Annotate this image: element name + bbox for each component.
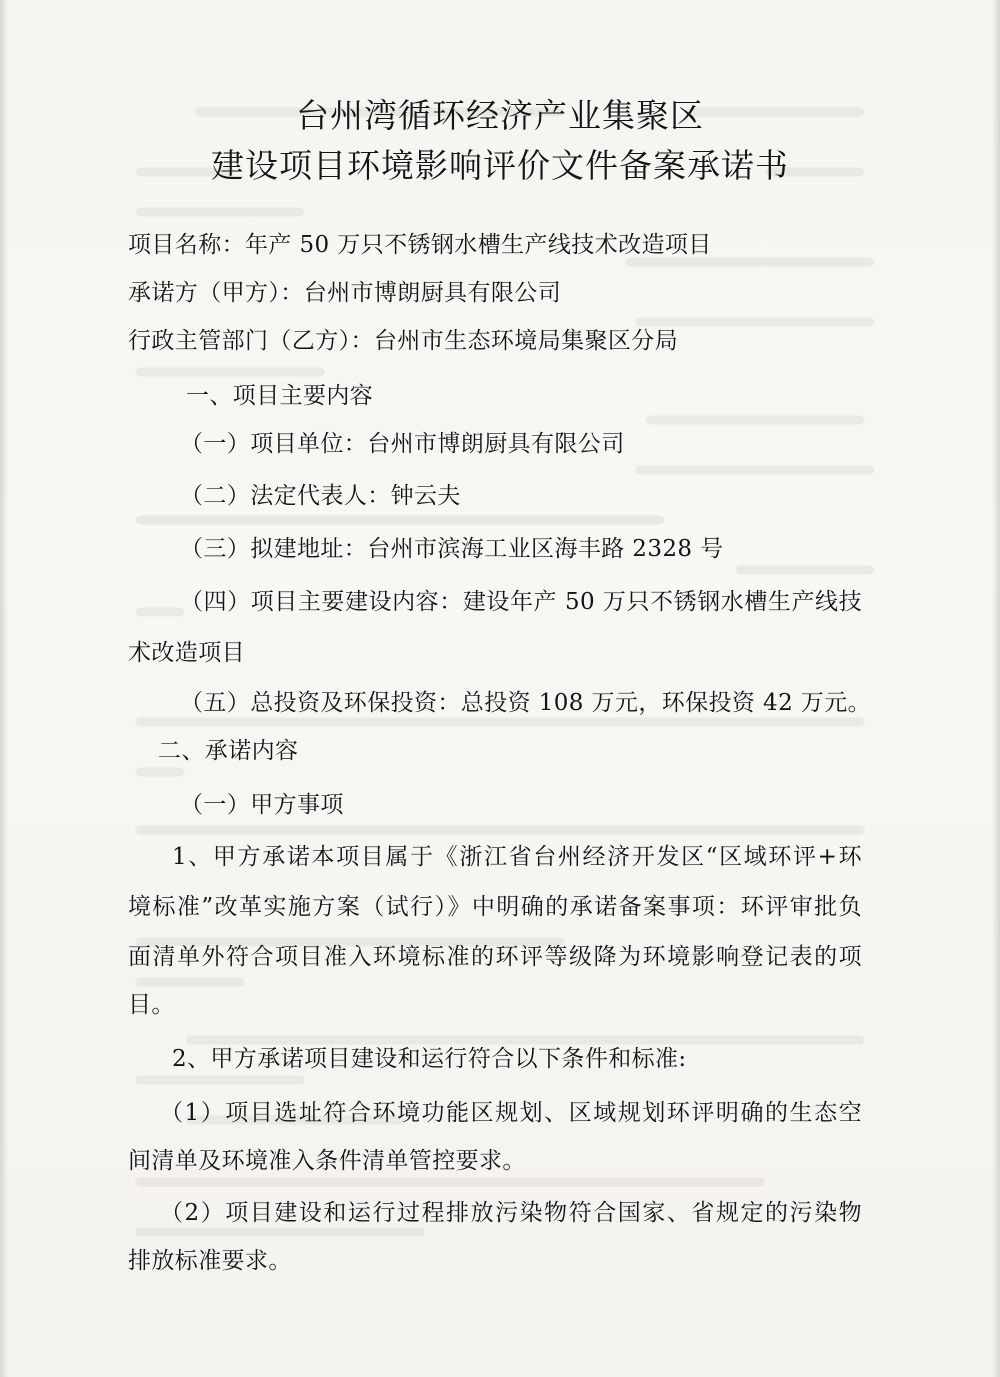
condition1-line2: 间清单及环境准入条件清单管控要求。 [128, 1148, 526, 1174]
condition2-line2: 排放标准要求。 [128, 1248, 292, 1274]
document-title-line2: 建设项目环境影响评价文件备案承诺书 [211, 146, 789, 185]
project-unit: （一）项目单位：台州市博朗厨具有限公司 [180, 431, 625, 457]
item1-line4: 目。 [128, 992, 175, 1018]
construction-content-line2: 术改造项目 [128, 640, 245, 666]
item1-line1: 1、甲方承诺本项目属于《浙江省台州经济开发区“区域环评+环 [172, 844, 862, 870]
party-a-matters-heading: （一）甲方事项 [180, 792, 344, 818]
investment: （五）总投资及环保投资：总投资 108 万元，环保投资 42 万元。 [180, 690, 872, 716]
document-title-line1: 台州湾循环经济产业集聚区 [296, 96, 704, 135]
condition2-line1: （2）项目建设和运行过程排放污染物符合国家、省规定的污染物 [160, 1200, 862, 1226]
construction-content-line1: （四）项目主要建设内容：建设年产 50 万只不锈钢水槽生产线技 [180, 589, 862, 615]
legal-representative: （二）法定代表人：钟云夫 [180, 483, 461, 509]
section2-heading: 二、承诺内容 [158, 738, 299, 764]
party-b: 行政主管部门（乙方）：台州市生态环境局集聚区分局 [128, 328, 679, 354]
item2: 2、甲方承诺项目建设和运行符合以下条件和标准: [172, 1046, 687, 1072]
section1-heading: 一、项目主要内容 [186, 383, 374, 409]
condition1-line1: （1）项目选址符合环境功能区规划、区域规划环评明确的生态空 [160, 1100, 862, 1126]
party-a: 承诺方（甲方）：台州市博朗厨具有限公司 [128, 280, 562, 306]
item1-line3: 面清单外符合项目准入环境标准的环评等级降为环境影响登记表的项 [128, 944, 862, 970]
project-address: （三）拟建地址：台州市滨海工业区海丰路 2328 号 [180, 536, 724, 562]
project-name: 项目名称：年产 50 万只不锈钢水槽生产线技术改造项目 [128, 232, 712, 258]
item1-line2: 境标准”改革实施方案（试行）》中明确的承诺备案事项：环评审批负 [128, 894, 862, 920]
